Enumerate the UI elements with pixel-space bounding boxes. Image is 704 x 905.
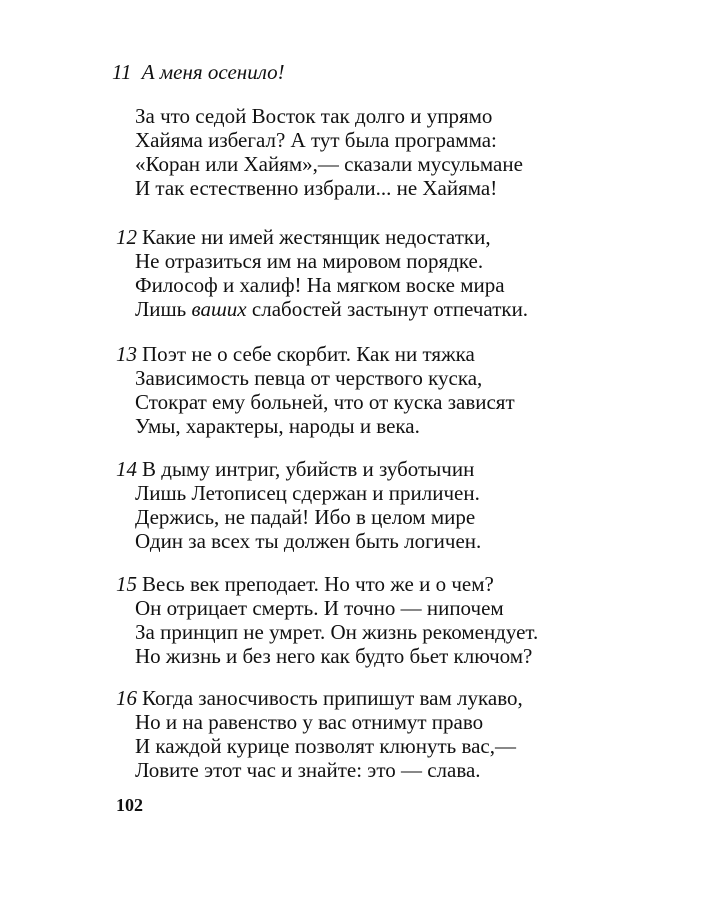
stanza-line: Зависимость певца от черствого куска, <box>135 366 483 390</box>
stanza-first-line <box>116 457 676 481</box>
section-title-text: А меня осенило! <box>141 60 285 84</box>
stanza-first-line <box>116 572 676 596</box>
stanza-line: Но жизнь и без него как будто бьет ключом? <box>135 644 533 668</box>
stanza-line-text: Поэт не о себе скорбит. Как ни тяжка <box>142 342 475 366</box>
stanza-14 <box>116 457 676 553</box>
stanza-line: За принцип не умрет. Он жизнь рекомендует. <box>135 620 539 644</box>
stanza-first-line <box>116 686 676 710</box>
stanza-line-text: В дыму интриг, убийств и зуботычин <box>142 457 475 481</box>
stanza-line: Держись, не падай! Ибо в целом мире <box>135 505 476 529</box>
stanza-number: 13 <box>116 342 137 366</box>
page-number: 102 <box>116 795 143 815</box>
section-title <box>112 60 285 85</box>
stanza-line-text: Какие ни имей жестянщик недостатки, <box>142 225 491 249</box>
line-prefix: Лишь <box>135 297 187 321</box>
stanza-line: Умы, характеры, народы и века. <box>135 414 420 438</box>
stanza-11 <box>116 104 676 200</box>
stanza-line: За что седой Восток так долго и упрямо <box>135 104 493 128</box>
stanza-12 <box>116 225 676 321</box>
stanza-line: И так естественно избрали... не Хайяма! <box>135 176 498 200</box>
section-title-number: 11 <box>112 60 132 84</box>
stanza-13 <box>116 342 676 438</box>
stanza-number: 16 <box>116 686 137 710</box>
stanza-line: Не отразиться им на мировом порядке. <box>135 249 484 273</box>
stanza-16 <box>116 686 676 782</box>
stanza-number: 12 <box>116 225 137 249</box>
italic-word: ваших <box>191 297 247 321</box>
stanza-first-line <box>116 342 676 366</box>
stanza-line: Хайяма избегал? А тут была программа: <box>135 128 497 152</box>
stanza-number: 15 <box>116 572 137 596</box>
stanza-line: Стократ ему больней, что от куска зависят <box>135 390 515 414</box>
stanza-line-text: Весь век преподает. Но что же и о чем? <box>142 572 494 596</box>
stanza-line-text: Когда заносчивость припишут вам лукаво, <box>142 686 523 710</box>
stanza-line-mixed <box>116 297 676 321</box>
stanza-line: Ловите этот час и знайте: это — слава. <box>135 758 481 782</box>
stanza-line: Он отрицает смерть. И точно — нипочем <box>135 596 504 620</box>
stanza-line: Лишь Летописец сдержан и приличен. <box>135 481 480 505</box>
stanza-line: Но и на равенство у вас отнимут право <box>135 710 484 734</box>
stanza-number: 14 <box>116 457 137 481</box>
stanza-15 <box>116 572 676 668</box>
stanza-first-line <box>116 225 676 249</box>
stanza-line: «Коран или Хайям»,— сказали мусульмане <box>135 152 523 176</box>
stanza-line: Философ и халиф! На мягком воске мира <box>135 273 505 297</box>
stanza-line: Один за всех ты должен быть логичен. <box>135 529 482 553</box>
stanza-line: И каждой курице позволят клюнуть вас,— <box>135 734 516 758</box>
line-rest: слабостей застынут отпечатки. <box>251 297 529 321</box>
